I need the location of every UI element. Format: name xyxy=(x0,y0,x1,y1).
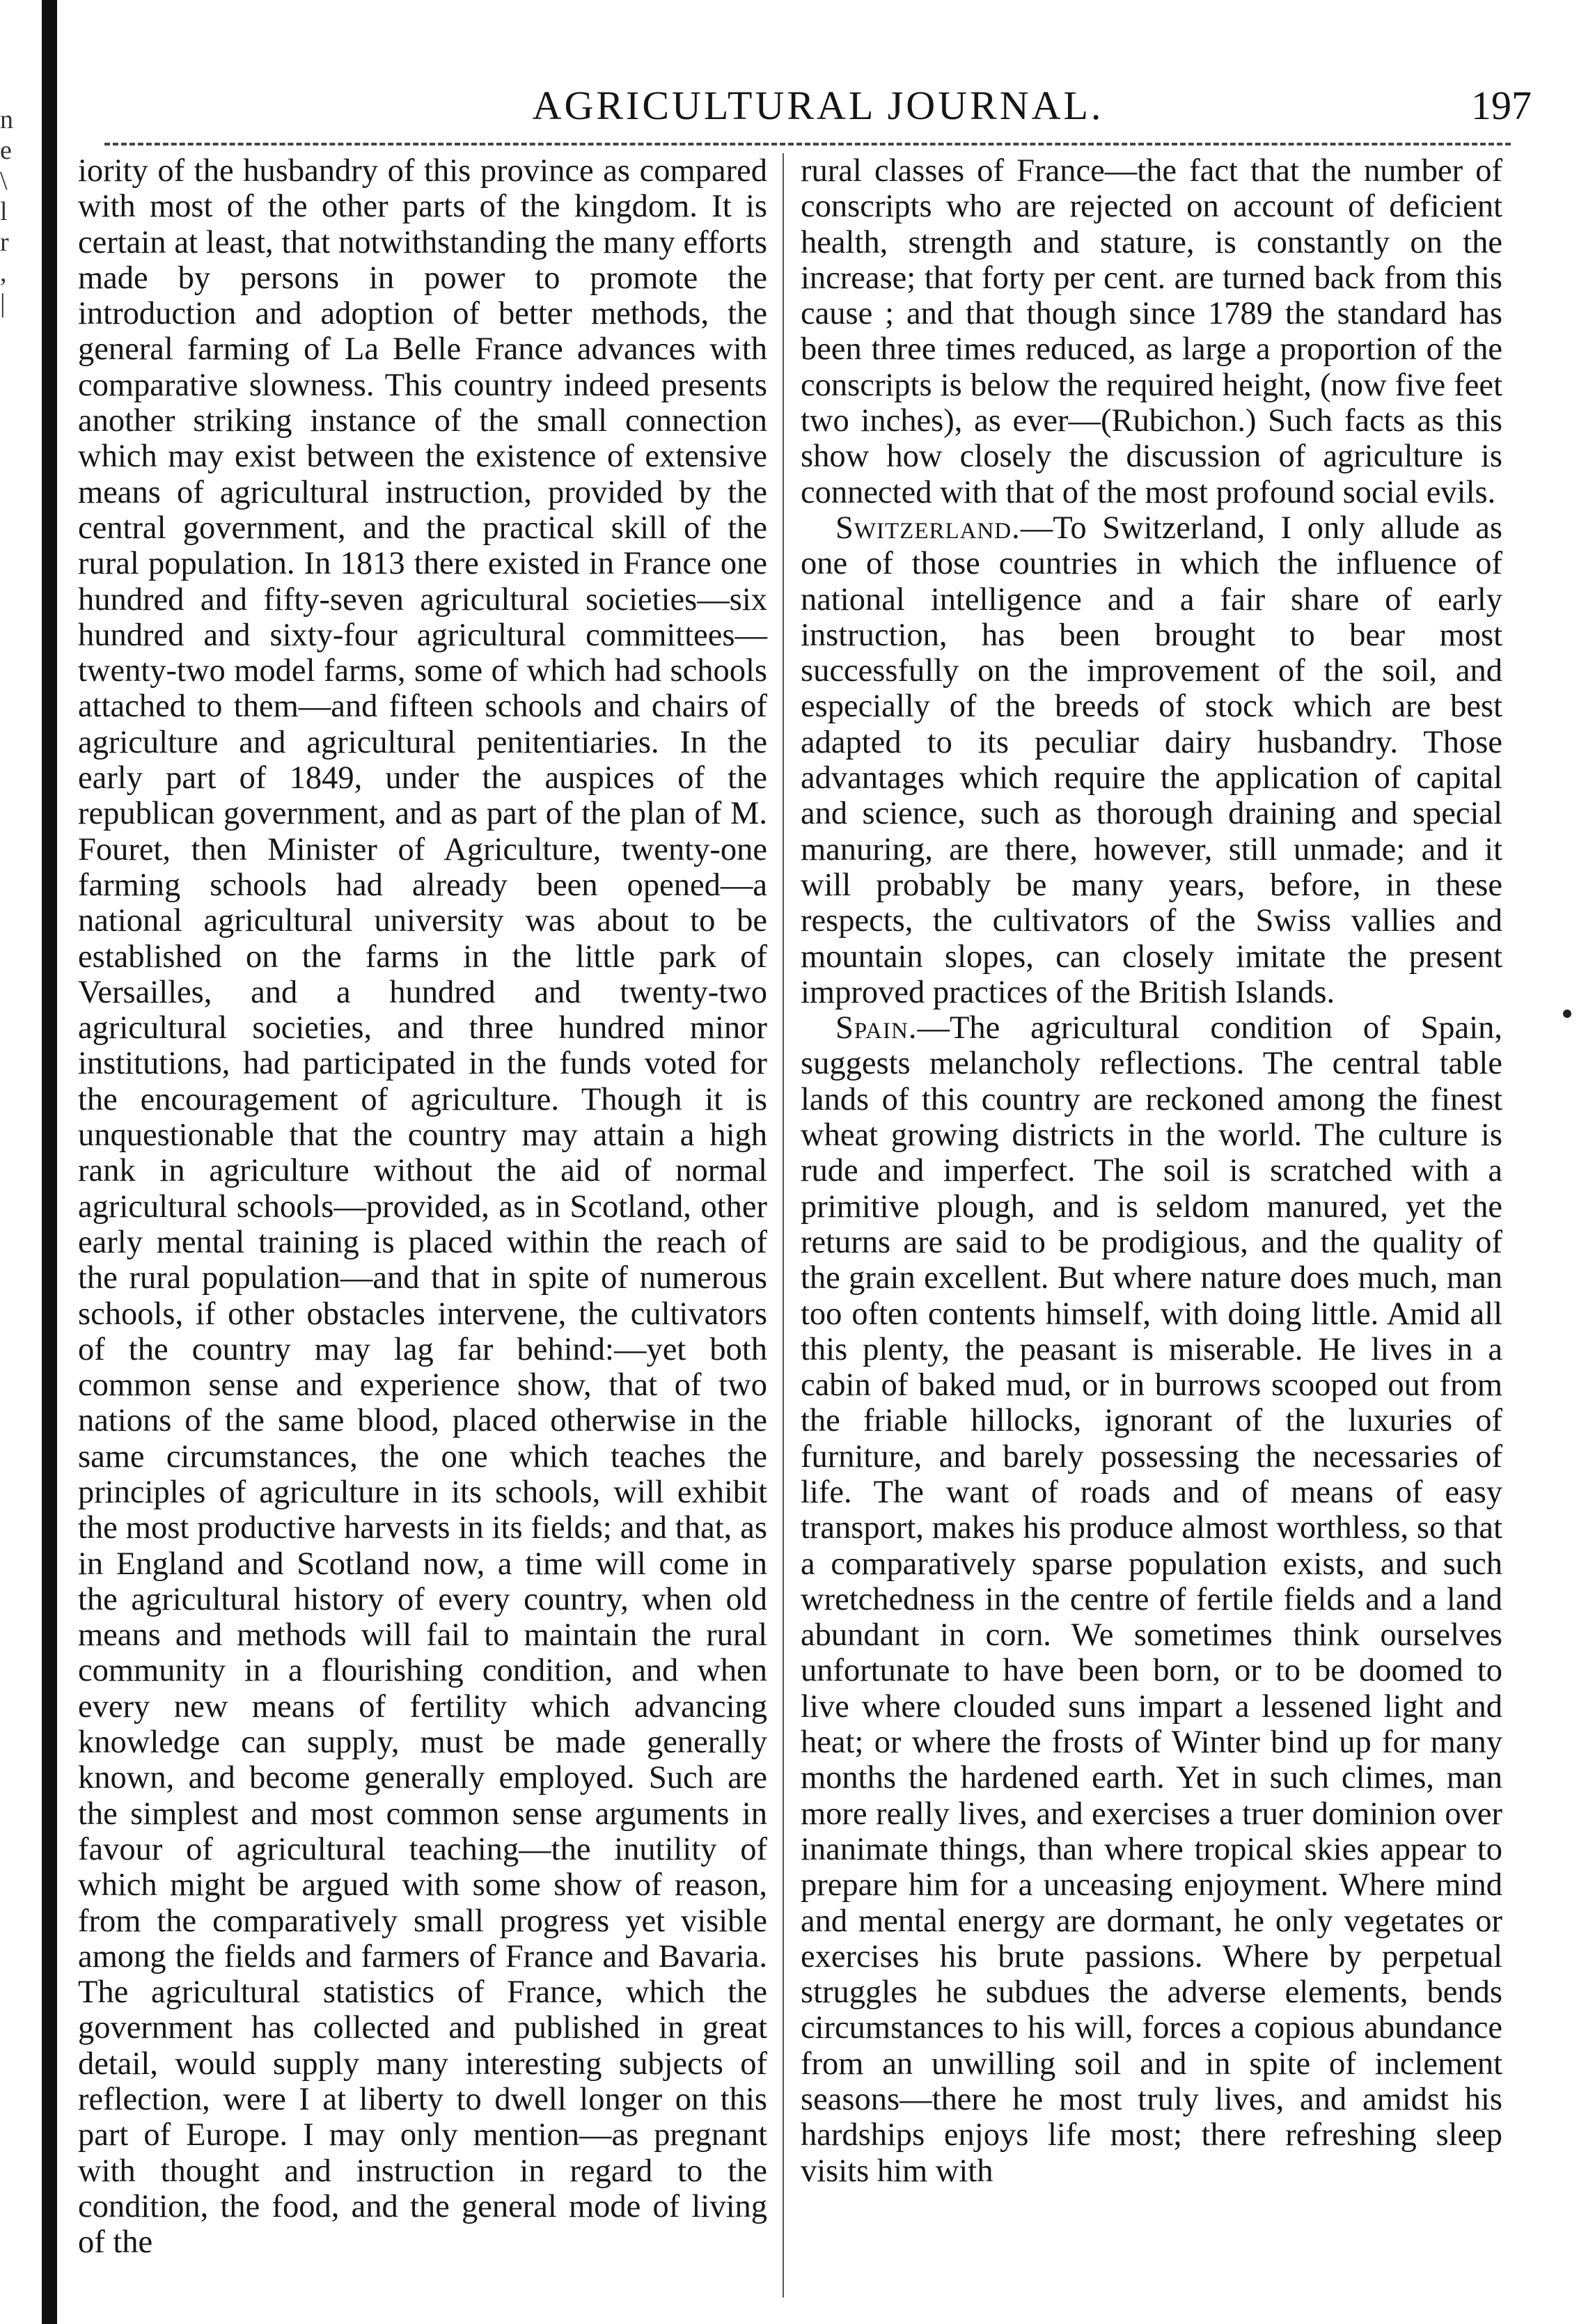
journal-title: AGRICULTURAL JOURNAL. xyxy=(532,83,1104,128)
book-spine-shadow xyxy=(42,0,57,2324)
running-header xyxy=(104,82,1532,131)
margin-marks xyxy=(0,104,28,319)
margin-mark: e xyxy=(0,136,12,165)
paragraph-conscripts: rural classes of France—the fact that the number of conscripts who are rejected on account of deficient health, strength and stature, is constantly on the increase; that forty per cent. are turned back from this cause ; and that though since 1789 the standard has been three times reduced, as large a proportion of the conscripts is below the required height, (now five feet two inches), as ever—(Rubichon.) Such facts as this show how closely the discussion of agriculture is connected with that of the most profound social evils. xyxy=(801,153,1502,510)
margin-mark: | xyxy=(0,289,6,318)
left-column xyxy=(78,153,767,2261)
header-rule xyxy=(104,143,1511,146)
ink-speck xyxy=(1563,1010,1571,1018)
margin-mark: \ xyxy=(0,166,8,196)
paragraph-switzerland xyxy=(801,510,1502,1010)
paragraph-spain-text: —The agricultural condition of Spain, suggests melancholy reflections. The central table lands of this country are reckoned among the finest wheat growing districts in the world. The culture is rude and imperfect. The soil is scratched with a primitive plough, and is seldom manured, yet the returns are said to be prodigious, and the quality of the grain excellent. But where nature does much, man too often contents himself, with doing little. Amid all this plenty, the peasant is miserable. He lives in a cabin of baked mud, or in burrows scooped out from the friable hillocks, ignorant of the luxuries of furniture, and barely possessing the necessaries of life. The want of roads and of means of easy transport, makes his produce almost worthless, so that a comparatively sparse population exists, and such wretchedness in the centre of fertile fields and a land abundant in corn. We sometimes think ourselves unfortunate to have been born, or to be doomed to live where clouded suns impart a lessened light and heat; or where the frosts of Winter bind up for many months the hardened earth. Yet in such climes, man more really lives, and exercises a truer dominion over inanimate things, than where tropical skies appear to prepare him for a unceasing enjoyment. Where mind and mental energy are dormant, he only vegetates or exercises his brute passions. Where by perpetual struggles he subdues the adverse elements, bends circumstances to his will, forces a copious abundance from an unwilling soil and in spite of inclement seasons—there he most truly lives, and amidst his hardships enjoys life most; there refreshing sleep visits him with xyxy=(801,1010,1502,2189)
margin-mark: l xyxy=(0,197,8,226)
margin-mark: r xyxy=(0,228,9,257)
paragraph-france-continued: iority of the husbandry of this province as compared with most of the other parts of the kingdom. It is certain at least, that notwithstanding the many efforts made by persons in power to promote the introduction and adoption of better methods, the general farming of La Belle France advances with comparative slowness. This country indeed presents another striking instance of the small connection which may exist between the existence of extensive means of agricultural instruction, provided by the central government, and the practical skill of the rural population. In 1813 there existed in France one hundred and fifty-seven agricultural societies—six hundred and sixty-four agricultural committees—twenty-two model farms, some of which had schools attached to them—and fifteen schools and chairs of agriculture and agricultural penitentiaries. In the early part of 1849, under the auspices of the republican government, and as part of the plan of M. Fouret, then Minister of Agriculture, twenty-one farming schools had already been opened—a national agricultural university was about to be established on the farms in the little park of Versailles, and a hundred and twenty-two agricultural societies, and three hundred minor institutions, had participated in the funds voted for the encouragement of agriculture. Though it is unquestionable that the country may attain a high rank in agriculture without the aid of normal agricultural schools—provided, as in Scotland, other early mental training is placed within the reach of the rural population—and that in spite of numerous schools, if other obstacles intervene, the cultivators of the country may lag far behind:—yet both common sense and experience show, that of two nations of the same blood, placed otherwise in the same circumstances, the one which teaches the principles of agriculture in its schools, will exhibit the most productive harvests in its fields; and that, as in England and Scotland now, a time will come in the agricultural history of every country, when old means and methods will fail to maintain the rural community in a flourishing condition, and when every new means of fertility which advancing knowledge can supply, must be made generally known, and become generally employed. Such are the simplest and most common sense arguments in favour of agricultural teaching—the inutility of which might be argued with some show of reason, from the comparatively small progress yet visible among the fields and farmers of France and Bavaria. The agricultural statistics of France, which the government has collected and published in great detail, would supply many interesting subjects of reflection, were I at liberty to dwell longer on this part of Europe. I may only mention—as pregnant with thought and instruction in regard to the condition, the food, and the general mode of living of the xyxy=(78,153,767,2261)
margin-mark: n xyxy=(0,105,13,134)
paragraph-spain xyxy=(801,1010,1502,2189)
margin-mark: , xyxy=(0,258,7,288)
right-column xyxy=(801,153,1502,2189)
paragraph-switzerland-text: —To Switzerland, I only allude as one of those countries in which the influence of national intelligence and a fair share of early instruction, has been brought to bear most successfully on the improvement of the soil, and especially of the breeds of stock which are best adapted to its peculiar dairy husbandry. Those advantages which require the application of capital and science, such as thorough draining and special manuring, are there, however, still unmade; and it will probably be many years, before, in these respects, the cultivators of the Swiss vallies and mountain slopes, can closely imitate the present improved practices of the British Islands. xyxy=(801,510,1502,1010)
section-heading-spain: Spain. xyxy=(835,1010,918,1046)
column-divider xyxy=(783,153,784,2298)
page-number: 197 xyxy=(1471,83,1532,128)
section-heading-switzerland: Switzerland. xyxy=(835,510,1021,546)
